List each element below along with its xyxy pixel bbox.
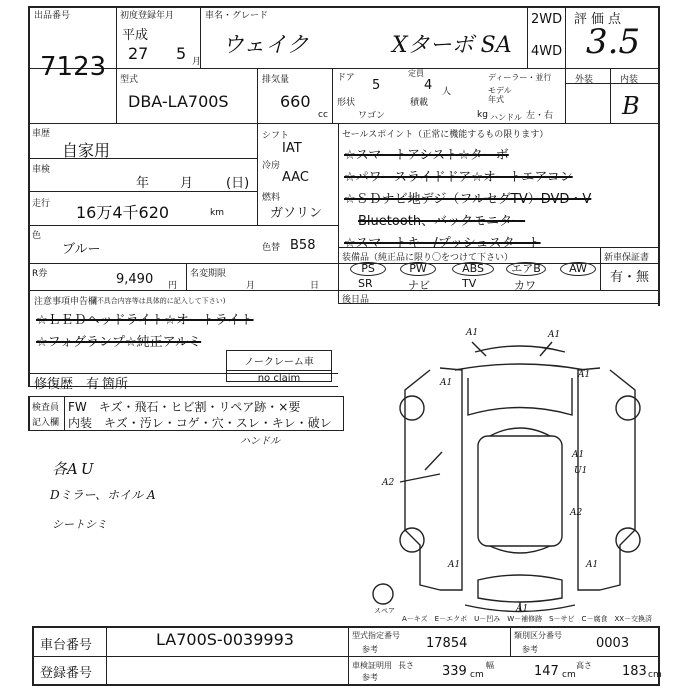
recycle-label: R券 [32, 269, 48, 279]
color-label: 色 [32, 231, 42, 241]
chassis-label: 車台番号 [40, 638, 93, 653]
kg-unit: kg [477, 110, 488, 120]
sales-point: Bluetooth、バックモニター [358, 214, 526, 229]
certificate-ref: 参考 [362, 673, 378, 682]
note-item: ☆ＬＥＤヘッドライト☆オートライト [36, 313, 254, 328]
sales-points-label: セールスポイント（正常に機能するもの限ります） [342, 130, 549, 140]
equipment-airbag: エアB [506, 262, 546, 276]
name-change-label: 名変期限 [190, 269, 227, 279]
dealer-label: ディーラー・並行 [488, 73, 552, 82]
classification-ref: 参考 [522, 645, 538, 654]
first-registration-label: 初度登録年月 [120, 11, 175, 21]
equipment-pw: PW [400, 262, 436, 276]
car-name: ウェイク [222, 33, 309, 58]
shift: IAT [282, 141, 302, 156]
fuel-type: ガソリン [270, 206, 323, 221]
damage-mark: A1 [548, 330, 561, 340]
score-label: 評価点 [574, 12, 626, 27]
km-unit: km [210, 208, 224, 218]
no-claim-en: no claim [257, 373, 301, 384]
displacement: 660 [280, 92, 311, 111]
length-label: 長さ [398, 661, 414, 670]
fuel-label: 燃料 [262, 193, 281, 203]
inspection-year-unit: 年 [136, 176, 150, 191]
damage-mark: A1 [448, 560, 461, 570]
width-unit: cm [562, 670, 576, 680]
warranty-label: 新車保証書 [604, 253, 650, 263]
height: 183 [622, 664, 647, 679]
drive-4wd: 4WD [531, 44, 563, 59]
mileage: 16万4千620 [76, 203, 170, 222]
handwritten-note: Dミラー、ホイル A [50, 488, 156, 502]
equipment-abs: ABS [452, 262, 494, 276]
name-change-day: 日 [310, 281, 320, 291]
era: 平成 [122, 28, 149, 43]
damage-legend: A－キズ E－エクボ U－凹み W－補修跡 S－サビ C－腐食 XX－交換済 [402, 615, 653, 623]
spare-label: スペア [374, 607, 395, 615]
registration-label: 登録番号 [40, 666, 93, 681]
interior-label: 内装 [620, 75, 639, 85]
handwritten-handle: ハンドル [240, 436, 280, 447]
width: 147 [534, 664, 559, 679]
repair-history-label: 修復歴 [34, 377, 74, 392]
lot-number-label: 出品番号 [34, 11, 71, 21]
note-item: ☆フォグランプ☆純正アルミ [36, 335, 202, 350]
inspector-row-windshield: FW キズ・飛石・ヒビ割・リペア跡・×要 [68, 400, 301, 414]
repair-history-value: 有 [86, 377, 100, 392]
height-label: 高さ [576, 661, 592, 670]
handle-label: ハンドル [490, 113, 522, 122]
handwritten-note: 各A U [52, 460, 94, 478]
notes-label: 注意事項申告欄 [34, 297, 98, 307]
inspection-day-unit: (日) [226, 176, 250, 191]
length: 339 [442, 664, 467, 679]
repair-history-count: 箇所 [102, 377, 129, 392]
damage-mark: A1 [586, 560, 599, 570]
damage-mark: A1 [516, 604, 529, 614]
score: 3.5 [586, 22, 641, 62]
doors: 5 [372, 78, 381, 93]
displacement-label: 排気量 [262, 75, 290, 85]
use-label: 車歴 [32, 129, 51, 139]
name-change-month: 月 [246, 281, 256, 291]
chassis-number: LA700S-0039993 [156, 630, 294, 649]
certificate-label: 車検証明用 [352, 661, 392, 670]
type-designation: 17854 [426, 636, 468, 651]
shape: ワゴン [358, 111, 386, 121]
car-name-label: 車名・グレード [205, 11, 269, 21]
sales-point: ☆ＳＤナビ地デジ（フルセグTV）DVD・V [344, 192, 592, 207]
color-code-label: 色替 [262, 243, 281, 253]
no-claim-ja: ノークレーム車 [244, 357, 314, 368]
equipment-tv: TV [462, 277, 477, 290]
classification-label: 類別区分番号 [514, 631, 562, 640]
damage-mark: A1 [572, 450, 585, 460]
equipment-label: 装備品（純正品に限り〇をつけて下さい） [342, 253, 514, 263]
inspection-month-unit: 月 [180, 176, 194, 191]
month-unit: 月 [192, 57, 202, 67]
car-grade: Xターボ SA [392, 33, 512, 58]
yen-unit: 円 [168, 281, 178, 291]
handle-side: 左・右 [526, 111, 554, 121]
classification: 0003 [596, 636, 630, 651]
air-conditioner: AAC [282, 170, 309, 185]
inspection-label: 車検 [32, 165, 51, 175]
height-unit: cm [648, 670, 662, 680]
type-designation-ref: 参考 [362, 645, 378, 654]
equipment-sr: SR [358, 277, 373, 290]
exterior-label: 外装 [575, 75, 594, 85]
load-label: 積載 [410, 98, 429, 108]
warranty-value: 有・無 [610, 270, 650, 285]
registration-year: 27 [128, 44, 149, 63]
inspector-label-1: 検査員 [32, 403, 60, 413]
post-fit-label: 後日品 [342, 295, 370, 305]
damage-mark: A1 [466, 328, 479, 338]
model-label: 型式 [120, 75, 139, 85]
equipment-leather: カワ [514, 279, 536, 292]
use-type: 自家用 [62, 141, 111, 160]
damage-mark: U1 [574, 466, 588, 476]
registration-month: 5 [176, 44, 187, 63]
inspector-label-2: 記入欄 [32, 418, 60, 428]
doors-label: ドア [337, 73, 355, 83]
capacity-unit: 人 [442, 87, 452, 97]
capacity: 4 [424, 78, 433, 93]
equipment-ps: PS [350, 262, 386, 276]
interior-grade: B [622, 92, 640, 120]
capacity-label: 定員 [408, 69, 424, 78]
shape-label: 形状 [337, 98, 356, 108]
sales-point: ☆パワースライドドア☆オートエアコン [344, 170, 573, 185]
model-code: DBA-LA700S [128, 92, 229, 111]
color-code: B58 [290, 238, 316, 253]
length-unit: cm [470, 670, 484, 680]
width-label: 幅 [486, 661, 494, 670]
equipment-aw: AW [560, 262, 596, 276]
recycle-amount: 9,490 [116, 272, 154, 287]
equipment-navi: ナビ [408, 279, 430, 292]
damage-mark: A1 [578, 370, 591, 380]
inspector-row-interior: 内装 キズ・汚レ・コゲ・穴・スレ・キレ・破レ [68, 416, 332, 430]
type-designation-label: 型式指定番号 [352, 631, 400, 640]
model-year-label: モデル年式 [488, 86, 512, 104]
cc-unit: cc [318, 110, 328, 120]
damage-mark: A1 [440, 378, 453, 388]
handwritten-note: シートシミ [52, 518, 107, 531]
drive-2wd: 2WD [531, 12, 563, 27]
sales-point: ☆スマートアシスト☆ターボ [344, 148, 509, 163]
notes-sublabel: (不具合内容等は具体的に記入して下さい) [94, 297, 226, 305]
color: ブルー [62, 242, 101, 257]
damage-mark: A2 [570, 508, 583, 518]
mileage-label: 走行 [32, 199, 51, 209]
sales-point: ☆スマートキー/プッシュスタート [344, 236, 541, 251]
damage-mark: A2 [382, 478, 395, 488]
ac-label: 冷房 [262, 161, 281, 171]
shift-label: シフト [262, 131, 290, 141]
lot-number: 7123 [40, 52, 107, 82]
